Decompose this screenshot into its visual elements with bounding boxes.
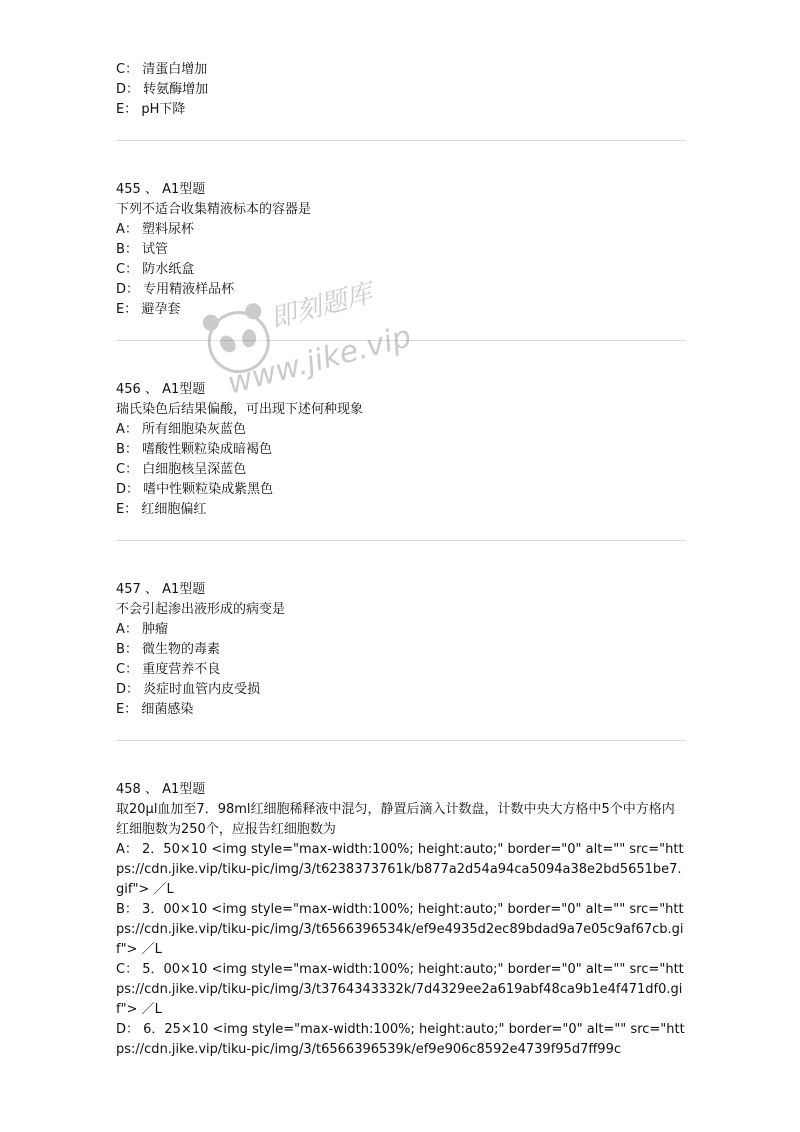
question-stem: 不会引起渗出液形成的病变是 [116,602,286,617]
question-stem: 瑞氏染色后结果偏酸，可出现下述何种现象 [116,402,364,417]
document-page [116,60,686,1060]
option-d: D： 专用精液样品杯 [116,282,235,297]
question-stem: 取20μl血加至7．98ml红细胞稀释液中混匀，静置后滴入计数盘，计数中央大方格中5个中方格内红细胞数为250个，应报告红细胞数为 [116,802,675,837]
option-b: B： 3．00×10 <img style="max-width:100%; height:auto;" border="0" alt="" src="https://cdn.jike.vip/tiku-pic/img/3/t6566396534k/ef9e4935d2ec89bdad9a7e05c9af67cb.gif"> ／L [116,902,684,957]
option-c: C： 5．00×10 <img style="max-width:100%; height:auto;" border="0" alt="" src="https://cdn.jike.vip/tiku-pic/img/3/t3764343332k/7d4329ee2a619abf48ca9b1e4f471df0.gif"> ／L [116,962,684,1017]
question-455 [116,180,686,320]
question-458 [116,780,686,1060]
option-c: C： 白细胞核呈深蓝色 [116,462,247,477]
option-d: D： 炎症时血管内皮受损 [116,682,261,697]
option-c: C： 重度营养不良 [116,662,221,677]
option-d: D： 嗜中性颗粒染成紫黑色 [116,482,274,497]
question-header: 457 、 A1型题 [116,582,206,597]
question-456 [116,380,686,520]
option-c: C： 清蛋白增加 [116,62,208,77]
option-a: A： 肿瘤 [116,622,169,637]
option-b: B： 试管 [116,242,169,257]
option-e: E： 红细胞偏红 [116,502,207,517]
option-a: A： 2．50×10 <img style="max-width:100%; height:auto;" border="0" alt="" src="https://cdn.jike.vip/tiku-pic/img/3/t6238373761k/b877a2d54a94ca5094a38e2bd5651be7.gif"> ／L [116,842,684,897]
question-stem: 下列不适合收集精液标本的容器是 [116,202,312,217]
option-c: C： 防水纸盒 [116,262,195,277]
question-header: 458 、 A1型题 [116,782,206,797]
option-d: D： 6．25×10 <img style="max-width:100%; height:auto;" border="0" alt="" src="https://cdn.jike.vip/tiku-pic/img/3/t6566396539k/ef9e906c8592e4739f95d7ff99c [116,1022,685,1057]
option-a: A： 所有细胞染灰蓝色 [116,422,247,437]
watermark-brand: 即刻题库 [267,278,376,335]
option-e: E： 细菌感染 [116,702,194,717]
question-header: 455 、 A1型题 [116,182,206,197]
option-d: D： 转氨酶增加 [116,82,209,97]
option-a: A： 塑料尿杯 [116,222,195,237]
option-b: B： 嗜酸性颗粒染成暗褐色 [116,442,273,457]
question-header: 456 、 A1型题 [116,382,206,397]
option-b: B： 微生物的毒素 [116,642,221,657]
option-e: E： 避孕套 [116,302,181,317]
question-457 [116,580,686,720]
previous-question-options [116,60,686,120]
watermark-url: www.jike.vip [223,319,415,402]
option-e: E： pH下降 [116,102,186,117]
